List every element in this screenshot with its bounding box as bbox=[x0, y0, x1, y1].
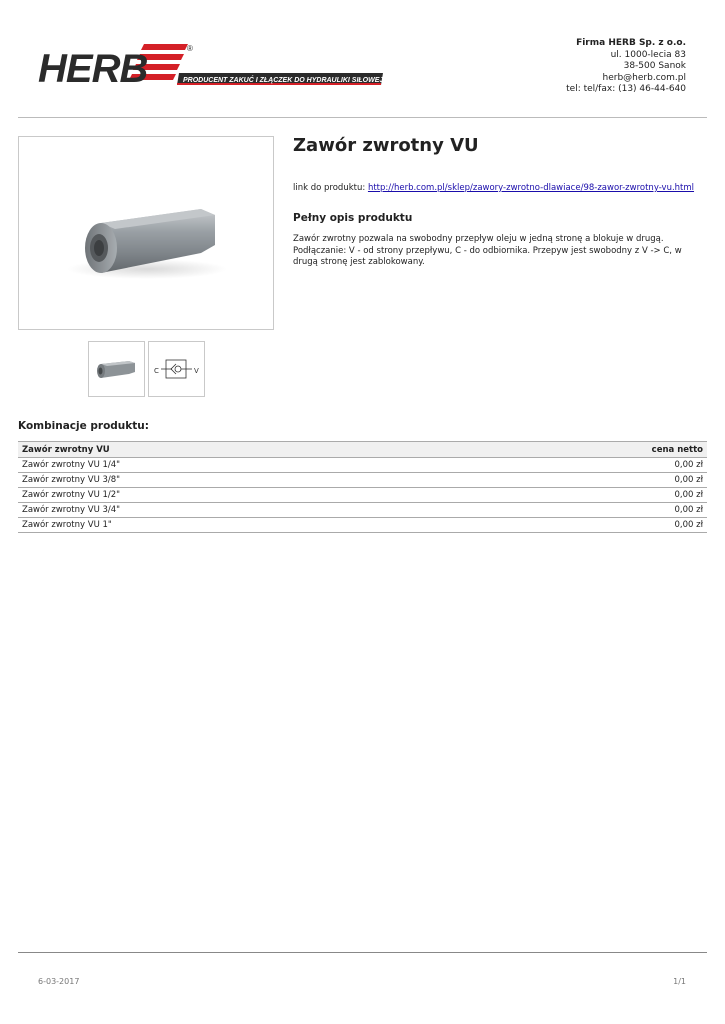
combinations-title: Kombinacje produktu: bbox=[18, 420, 149, 432]
logo-letters: HERB bbox=[38, 47, 148, 90]
table-row bbox=[18, 503, 707, 518]
company-address-street: ul. 1000-lecia 83 bbox=[610, 49, 686, 60]
row-price: 0,00 zł bbox=[460, 503, 707, 518]
company-email: herb@herb.com.pl bbox=[602, 72, 686, 83]
header-divider bbox=[18, 117, 707, 118]
product-main-image[interactable] bbox=[18, 136, 274, 330]
product-thumbnail-symbol[interactable] bbox=[148, 341, 205, 397]
column-header-name: Zawór zwrotny VU bbox=[18, 442, 460, 458]
row-name: Zawór zwrotny VU 3/8" bbox=[18, 473, 460, 488]
product-thumbnail-photo[interactable] bbox=[88, 341, 145, 397]
table-row bbox=[18, 488, 707, 503]
herb-logo bbox=[36, 40, 386, 90]
symbol-label-c: C bbox=[154, 367, 159, 375]
table-row bbox=[18, 473, 707, 488]
symbol-label-v: V bbox=[194, 367, 199, 375]
footer-date: 6-03-2017 bbox=[38, 977, 80, 986]
table-row bbox=[18, 518, 707, 533]
logo-registered-mark: ® bbox=[187, 44, 193, 53]
company-info bbox=[566, 38, 686, 96]
product-link-label: link do produktu: bbox=[293, 183, 366, 193]
company-address-city: 38-500 Sanok bbox=[623, 61, 686, 72]
product-link-line bbox=[293, 183, 694, 193]
row-name: Zawór zwrotny VU 1/4" bbox=[18, 458, 460, 473]
column-header-price: cena netto bbox=[460, 442, 707, 458]
row-name: Zawór zwrotny VU 1/2" bbox=[18, 488, 460, 503]
logo-tagline: PRODUCENT ZAKUĆ I ZŁĄCZEK DO HYDRAULIKI SIŁOWEJ bbox=[183, 77, 384, 84]
description-title: Pełny opis produktu bbox=[293, 212, 413, 224]
row-price: 0,00 zł bbox=[460, 473, 707, 488]
footer-page-number: 1/1 bbox=[673, 977, 686, 986]
footer-divider bbox=[18, 952, 707, 953]
company-phone: tel: tel/fax: (13) 46-44-640 bbox=[566, 84, 686, 95]
table-row bbox=[18, 458, 707, 473]
check-valve-symbol bbox=[149, 342, 204, 396]
row-price: 0,00 zł bbox=[460, 488, 707, 503]
table-header-row bbox=[18, 442, 707, 458]
combinations-table bbox=[18, 441, 707, 533]
company-name: Firma HERB Sp. z o.o. bbox=[576, 38, 686, 48]
row-price: 0,00 zł bbox=[460, 458, 707, 473]
product-title: Zawór zwrotny VU bbox=[293, 135, 479, 156]
valve-thumbnail-image bbox=[89, 342, 144, 396]
row-name: Zawór zwrotny VU 3/4" bbox=[18, 503, 460, 518]
valve-image bbox=[19, 137, 273, 329]
row-name: Zawór zwrotny VU 1" bbox=[18, 518, 460, 533]
row-price: 0,00 zł bbox=[460, 518, 707, 533]
product-link[interactable]: http://herb.com.pl/sklep/zawory-zwrotno-dlawiace/98-zawor-zwrotny-vu.html bbox=[367, 183, 695, 193]
product-description: Zawór zwrotny pozwala na swobodny przepływ oleju w jedną stronę a blokuje w drugą. Podłączanie: V - od strony przepływu, C - do odbiornika. Przepyw jest swobodny z V -> C, w drugą stronę jest zablokowany. bbox=[293, 234, 682, 267]
